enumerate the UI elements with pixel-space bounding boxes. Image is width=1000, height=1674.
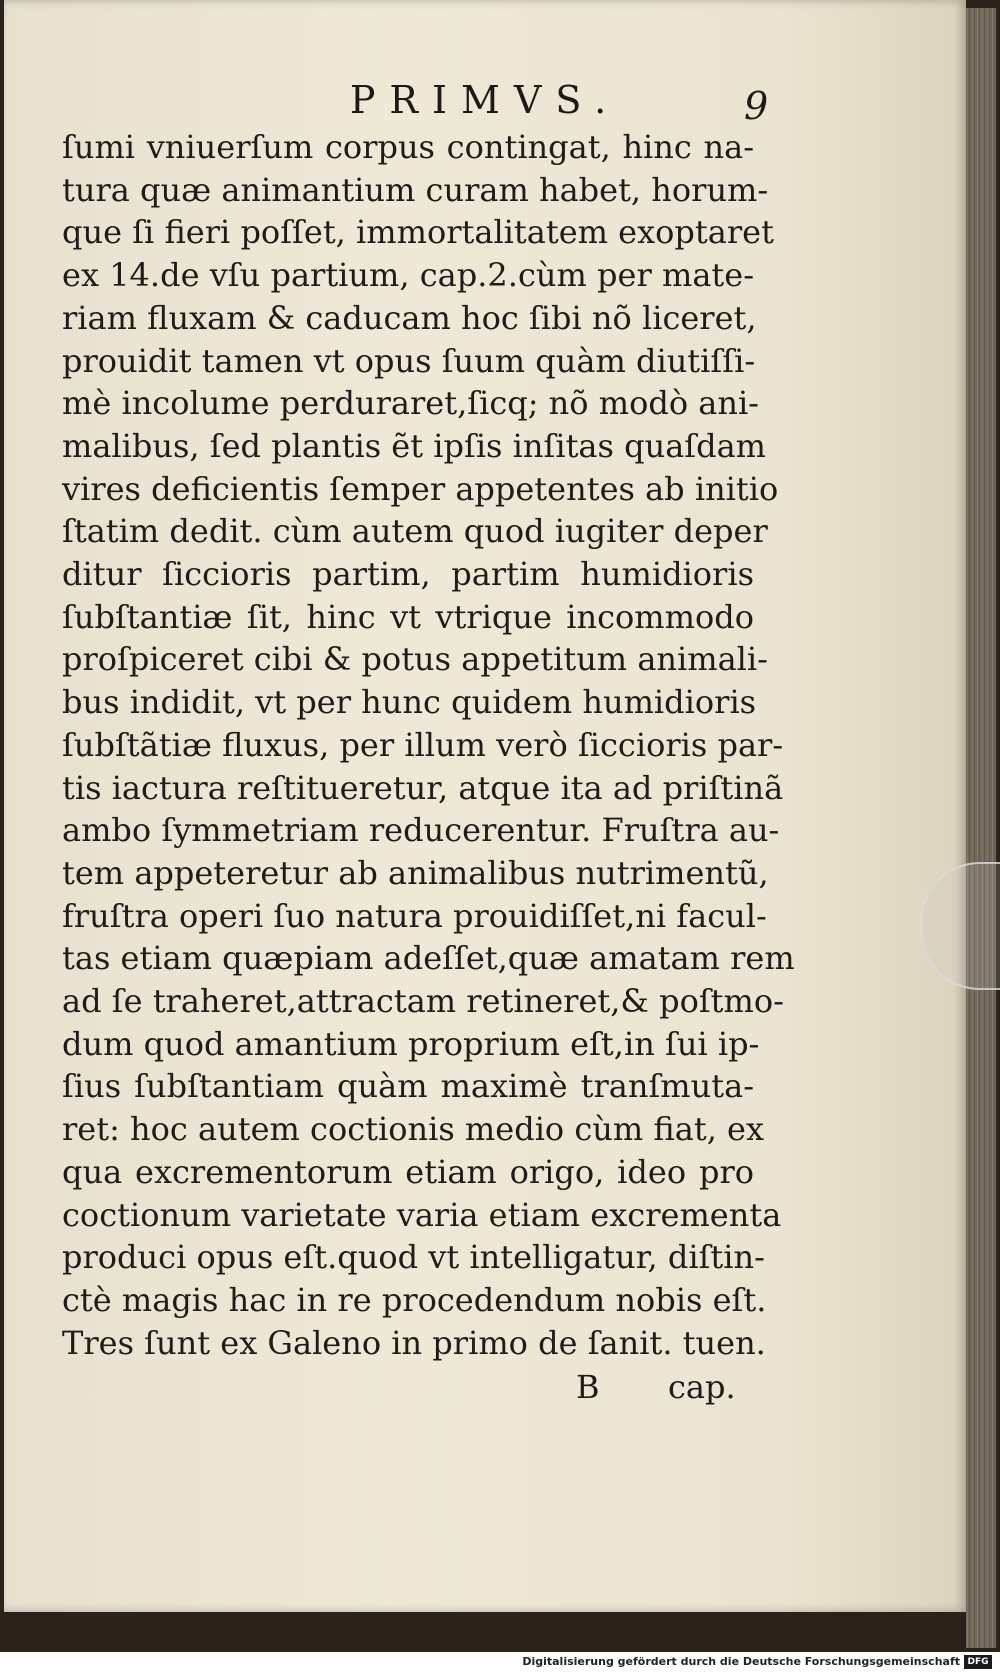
page-edges — [966, 8, 996, 1648]
text-line: bus indidit, vt per hunc quidem humidioris — [62, 683, 757, 722]
running-header: PRIMVS. — [349, 78, 621, 122]
text-line: produci opus eſt.quod vt intelligatur, diſtin- — [62, 1238, 765, 1277]
text-line: ret: hoc autem coctionis medio cùm fiat, ex — [62, 1110, 765, 1149]
footer-credit: Digitalisierung gefördert durch die Deutsche Forschungsgemeinschaft — [522, 1655, 960, 1668]
text-line: ex 14.de vſu partium, cap.2.cùm per mate- — [62, 256, 754, 295]
text-line: mè incolume perduraret,ſicq; nõ modò ani- — [62, 384, 759, 423]
text-line: ambo ſymmetriam reducerentur. Fruſtra au- — [62, 811, 780, 850]
signature-mark: B — [576, 1368, 600, 1406]
text-line: tura quæ animantium curam habet, horum- — [62, 170, 769, 209]
book-page — [4, 0, 966, 1612]
text-line: ſius ſubſtantiam quàm maximè tranſmuta- — [62, 1067, 754, 1106]
text-line: tis iactura reſtitueretur, atque ita ad priſtinã — [62, 768, 784, 807]
text-line: qua excrementorum etiam origo, ideo pro — [62, 1152, 754, 1191]
text-line: riam fluxam & caducam hoc ſibi nõ liceret, — [62, 298, 757, 337]
text-line: ditur ſiccioris partim, partim humidioris — [62, 555, 754, 594]
text-line: ſubſtãtiæ fluxus, per illum verò ſiccioris par- — [62, 725, 784, 764]
page-number: 9 — [744, 84, 769, 128]
text-line: Tres ſunt ex Galeno in primo de ſanit. tuen. — [62, 1323, 766, 1362]
text-line: dum quod amantium proprium eſt,in ſui ip- — [62, 1024, 760, 1063]
text-line: ſubſtantiæ ſit, hinc vt vtrique incommodo — [62, 597, 754, 636]
text-line: que ſi fieri poſſet, immortalitatem exoptaret — [62, 213, 774, 252]
text-line: malibus, ſed plantis ẽt ipſis inſitas quaſdam — [62, 426, 767, 465]
footer-bar — [0, 1652, 1000, 1674]
text-line: ſumi vniuerſum corpus contingat, hinc na- — [62, 128, 754, 166]
text-line: ctè magis hac in re procedendum nobis eſt. — [62, 1280, 767, 1319]
text-line: fruſtra operi ſuo natura prouidiſſet,ni facul- — [62, 896, 767, 935]
text-line: ſtatim dedit. cùm autem quod iugiter deper — [62, 512, 768, 551]
text-line: prouidit tamen vt opus ſuum quàm diutiſſi- — [62, 341, 756, 380]
dfg-logo-icon: DFG — [964, 1655, 992, 1669]
text-line: proſpiceret cibi & potus appetitum animali- — [62, 640, 768, 679]
text-line: tem appeteretur ab animalibus nutrimentũ, — [62, 853, 769, 892]
text-line: ad ſe traheret,attractam retineret,& poſtmo- — [62, 982, 784, 1021]
catchword: cap. — [668, 1368, 736, 1406]
text-line: coctionum varietate varia etiam excrementa — [62, 1195, 782, 1234]
text-line: vires deficientis ſemper appetentes ab initio — [62, 469, 779, 508]
text-line: tas etiam quæpiam adeſſet,quæ amatam rem — [62, 939, 795, 978]
body-text — [62, 126, 795, 1364]
